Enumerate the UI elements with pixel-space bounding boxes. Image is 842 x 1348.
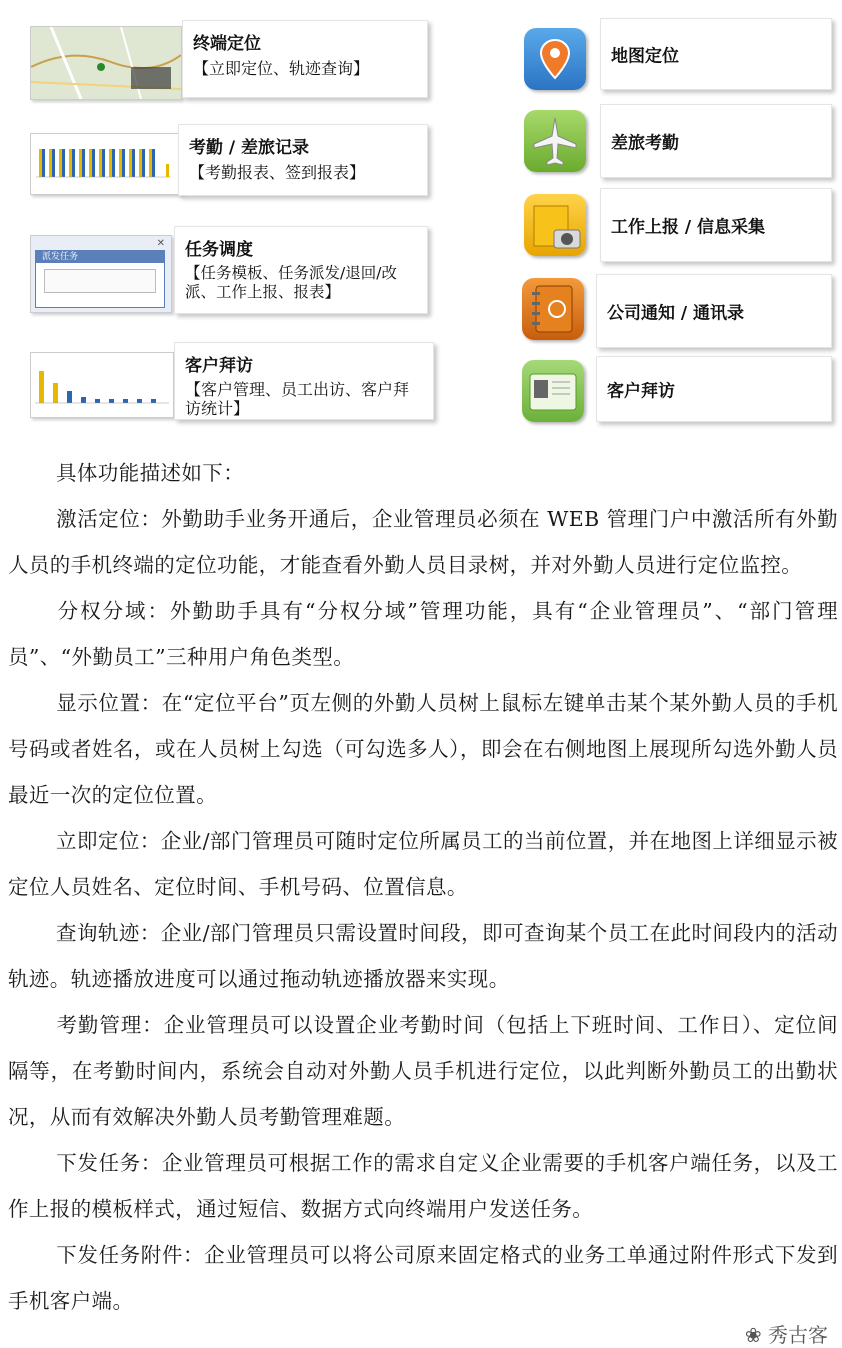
paragraph bbox=[8, 1002, 838, 1140]
feature-title: 工作上报 / 信息采集 bbox=[611, 217, 766, 238]
map-pin-icon bbox=[524, 28, 586, 90]
feature-title: 公司通知 / 通讯录 bbox=[607, 303, 745, 324]
feature-title: 客户拜访 bbox=[185, 356, 253, 376]
paragraph bbox=[8, 680, 838, 818]
paragraph bbox=[8, 450, 838, 496]
task-dialog-body bbox=[44, 269, 156, 293]
map-thumbnail-image bbox=[31, 27, 181, 99]
feature-card-travel-attendance bbox=[600, 104, 832, 178]
address-book-icon bbox=[522, 278, 584, 340]
feature-card-client-visit bbox=[174, 342, 434, 420]
map-thumbnail bbox=[30, 26, 182, 100]
feature-subtitle: 【客户管理、员工出访、客户拜访统计】 bbox=[185, 380, 410, 418]
attendance-bar-chart-image bbox=[31, 134, 181, 194]
paragraph-text: 显示位置：在“定位平台”页左侧的外勤人员树上鼠标左键单击某个某外勤人员的手机号码或者姓名，或在人员树上勾选（可勾选多人），即会在右侧地图上展现所勾选外勤人员最近一次的定位位置。 bbox=[8, 691, 838, 807]
airplane-icon bbox=[524, 110, 586, 172]
feature-card-map-locate bbox=[600, 18, 832, 90]
feature-title: 地图定位 bbox=[611, 46, 679, 67]
visit-chart-thumbnail bbox=[30, 352, 174, 418]
paragraph-text: 分权分域：外勤助手具有“分权分域”管理功能，具有“企业管理员”、“部门管理员”、“外勤员工”三种用户角色类型。 bbox=[8, 599, 838, 669]
feature-title: 考勤 / 差旅记录 bbox=[189, 138, 310, 158]
task-dialog-header bbox=[36, 251, 164, 263]
feature-card-work-report bbox=[600, 188, 832, 262]
paragraph-text: 下发任务：企业管理员可根据工作的需求自定义企业需要的手机客户端任务，以及工作上报的模板样式，通过短信、数据方式向终端用户发送任务。 bbox=[8, 1151, 838, 1221]
task-dialog-title: 派发任务 bbox=[42, 252, 79, 262]
watermark-text: 秀古客 bbox=[768, 1323, 828, 1347]
feature-card-task-dispatch bbox=[174, 226, 428, 314]
folder-camera-icon bbox=[524, 194, 586, 256]
paragraph bbox=[8, 910, 838, 1002]
paragraph bbox=[8, 588, 838, 680]
feature-subtitle: 【任务模板、任务派发/退回/改派、工作上报、报表】 bbox=[185, 264, 397, 301]
feature-title: 任务调度 bbox=[185, 240, 253, 260]
function-description bbox=[8, 450, 838, 1324]
feature-card-client-visit-right bbox=[596, 356, 832, 422]
feature-card-attendance bbox=[178, 124, 428, 196]
paragraph-text: 查询轨迹：企业/部门管理员只需设置时间段，即可查询某个员工在此时间段内的活动轨迹。轨迹播放进度可以通过拖动轨迹播放器来实现。 bbox=[8, 921, 838, 991]
paragraph bbox=[8, 818, 838, 910]
visit-bar-chart-image bbox=[31, 353, 173, 417]
paragraph bbox=[8, 1140, 838, 1232]
paragraph-text: 下发任务附件：企业管理员可以将公司原来固定格式的业务工单通过附件形式下发到手机客户端。 bbox=[8, 1243, 838, 1313]
task-dialog bbox=[35, 250, 165, 308]
feature-title: 差旅考勤 bbox=[611, 133, 679, 154]
paragraph-text: 具体功能描述如下： bbox=[56, 461, 245, 485]
paragraph bbox=[8, 496, 838, 588]
feature-panel bbox=[0, 0, 842, 440]
paragraph-text: 激活定位：外勤助手业务开通后，企业管理员必须在 WEB 管理门户中激活所有外勤人员的手机终端的定位功能，才能查看外勤人员目录树，并对外勤人员进行定位监控。 bbox=[8, 507, 838, 577]
feature-title: 终端定位 bbox=[193, 34, 261, 54]
feature-subtitle: 【立即定位、轨迹查询】 bbox=[193, 59, 370, 78]
contact-card-icon bbox=[522, 360, 584, 422]
paragraph-text: 考勤管理：企业管理员可以设置企业考勤时间（包括上下班时间、工作日）、定位间隔等，在考勤时间内，系统会自动对外勤人员手机进行定位，以此判断外勤员工的出勤状况，从而有效解决外勤人员考勤管理难题。 bbox=[8, 1013, 838, 1129]
close-icon: ✕ bbox=[156, 238, 165, 249]
feature-title: 客户拜访 bbox=[607, 381, 675, 402]
feature-card-terminal-locate bbox=[182, 20, 428, 98]
feature-card-notice-contacts bbox=[596, 274, 832, 348]
paragraph bbox=[8, 1232, 838, 1324]
feature-subtitle: 【考勤报表、签到报表】 bbox=[189, 163, 366, 182]
attendance-chart-thumbnail bbox=[30, 133, 182, 195]
paragraph-text: 立即定位：企业/部门管理员可随时定位所属员工的当前位置，并在地图上详细显示被定位人员姓名、定位时间、手机号码、位置信息。 bbox=[8, 829, 838, 899]
watermark bbox=[745, 1319, 828, 1348]
task-dialog-thumbnail bbox=[30, 235, 172, 313]
wechat-icon: ❀ bbox=[744, 1323, 762, 1347]
